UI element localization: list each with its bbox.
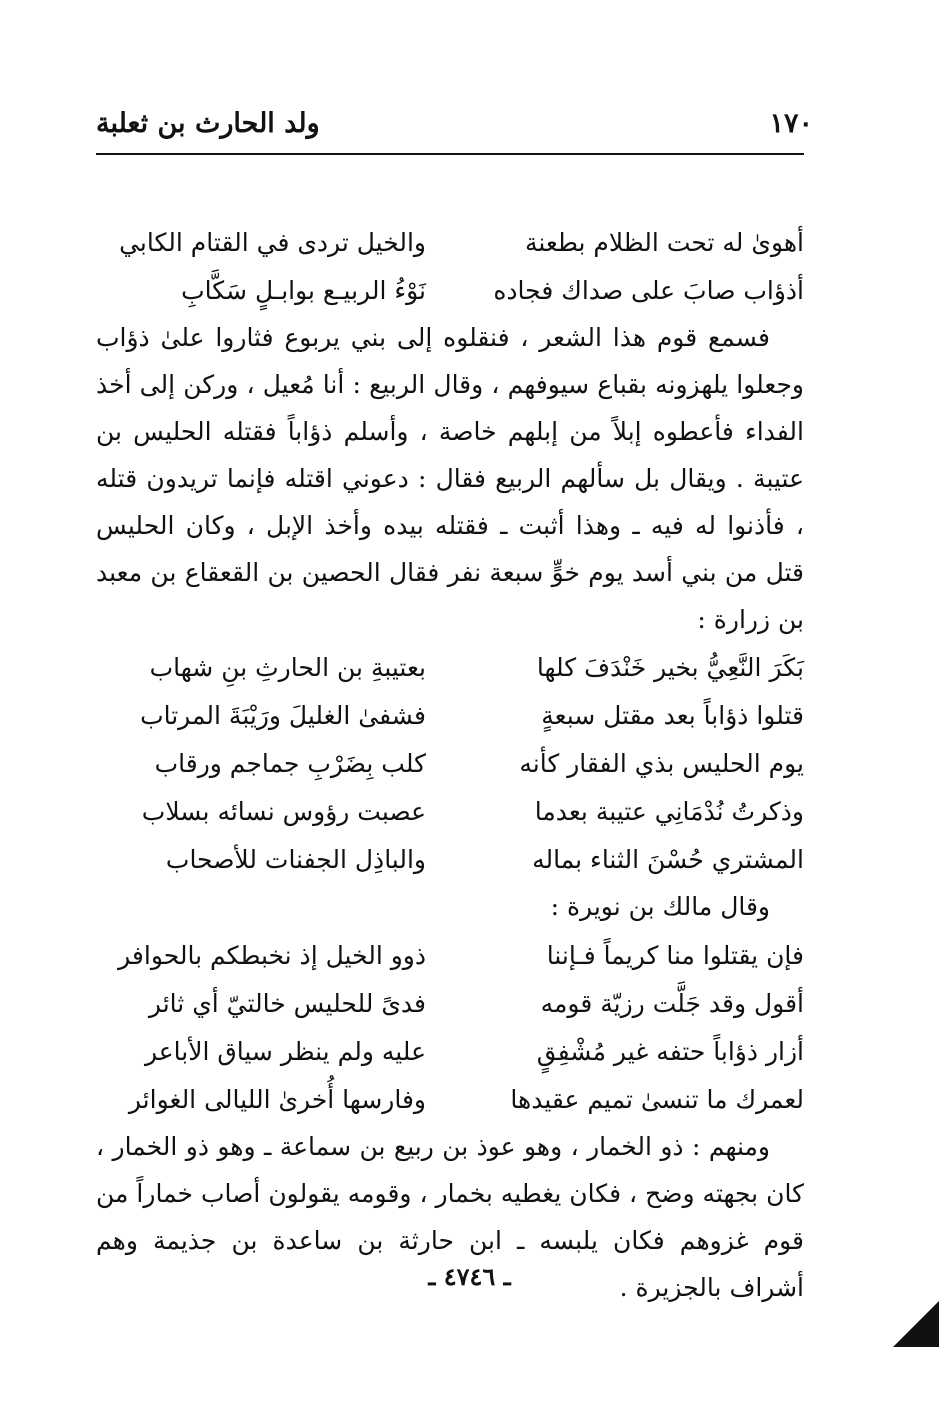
page-number: ١٧٠ [769, 108, 813, 139]
verse-second-hemistich: وفارسها أُخرىٰ الليالى الغوائر [128, 1084, 426, 1114]
verse-line [96, 739, 804, 787]
poem-block [96, 218, 804, 314]
verse-line [96, 266, 804, 314]
verse-second-hemistich: عليه ولم ينظر سياق الأباعر [144, 1036, 426, 1066]
verse-line [96, 835, 804, 883]
header-rule [96, 153, 804, 155]
verse-first-hemistich: المشتري حُسْنَ الثناء بماله [532, 844, 804, 874]
page-body [96, 218, 804, 1311]
footer-page-number: ـ ٤٧٤٦ ـ [428, 1262, 511, 1291]
verse-second-hemistich: فدىً للحليس خالتيّ أي ثائر [148, 988, 426, 1018]
verse-line [96, 1075, 804, 1123]
prose-block [96, 314, 804, 643]
verse-line [96, 979, 804, 1027]
verse-first-hemistich: أهوىٰ له تحت الظلام بطعنة [524, 227, 804, 257]
verse-line [96, 218, 804, 266]
verse-first-hemistich: أذؤاب صابَ على صداك فجاده [493, 275, 804, 305]
verse-first-hemistich: يوم الحليس بذي الفقار كأنه [519, 748, 804, 778]
verse-line [96, 1027, 804, 1075]
poem-block [96, 931, 804, 1123]
verse-line [96, 691, 804, 739]
verse-first-hemistich: بَكَرَ النَّعِيُّ بخير خَنْدَفَ كلها [536, 652, 804, 682]
poem-block [96, 643, 804, 883]
verse-second-hemistich: عصبت رؤوس نسائه بسلاب [141, 796, 426, 826]
paragraph-text: فسمع قوم هذا الشعر ، فنقلوه إلى بني يربوع فثاروا علىٰ ذؤاب وجعلوا يلهزونه بقباع سيوفهم ، وقال الربيع : أنا مُعيل ، وركن إلى أخذ الفداء فأعطوه إبلاً من إبلهم خاصة ، وأسلم ذؤاباً فقتله الحليس بن عتيبة . ويقال بل سألهم الربيع فقال : دعوني اقتله فإنما تريدون قتله ، فأذنوا له فيه ـ وهذا أثبت ـ فقتله بيده وأخذ الإبل ، وكان الحليس قتل من بني أسد يوم خوٍّ سبعة نفر فقال الحصين بن القعقاع بن معبد بن زرارة : [96, 323, 804, 634]
verse-second-hemistich: ذوو الخيل إذ نخبطكم بالحوافر [118, 940, 426, 970]
verse-second-hemistich: بعتيبةِ بن الحارثِ بنِ شهاب [149, 652, 426, 682]
verse-first-hemistich: أقول وقد جَلَّت رزيّة قومه [540, 988, 804, 1018]
corner-triangle-mark [893, 1301, 939, 1347]
verse-second-hemistich: فشفىٰ الغليلَ ورَيْبَةَ المرتاب [140, 700, 426, 730]
verse-second-hemistich: والخيل تردى في القتام الكابي [119, 227, 426, 257]
poem-intro: وقال مالك بن نويرة : [550, 892, 770, 921]
verse-second-hemistich: والباذِل الجفنات للأصحاب [165, 844, 426, 874]
verse-first-hemistich: فإن يقتلوا منا كريماً فـإننا [546, 940, 804, 970]
verse-second-hemistich: كلب بِضَرْبِ جماجم ورقاب [154, 748, 426, 778]
verse-first-hemistich: قتلوا ذؤاباً بعد مقتل سبعةٍ [541, 700, 804, 730]
verse-first-hemistich: وذكرتُ نُدْمَانِي عتيبة بعدما [534, 796, 804, 826]
page-title: ولد الحارث بن ثعلبة [96, 108, 320, 139]
verse-second-hemistich: نَوْءُ الربيـع بوابـلٍ سَكَّابِ [181, 275, 426, 305]
verse-first-hemistich: أزار ذؤاباً حتفه غير مُشْفِقٍ [536, 1036, 804, 1066]
verse-first-hemistich: لعمرك ما تنسىٰ تميم عقيدها [510, 1084, 804, 1114]
verse-line [96, 643, 804, 691]
verse-line [96, 787, 804, 835]
verse-line [96, 931, 804, 979]
paragraph [96, 314, 804, 643]
paragraph-text: ومنهم : ذو الخمار ، وهو عوذ بن ربيع بن سماعة ـ وهو ذو الخمار ، كان بجهته وضح ، فكان يغطيه بخمار ، وقومه يقولون أصاب خماراً من قوم غزوهم فكان يلبسه ـ ابن حارثة بن ساعدة بن جذيمة وهم أشراف بالجزيرة . [96, 1132, 804, 1302]
